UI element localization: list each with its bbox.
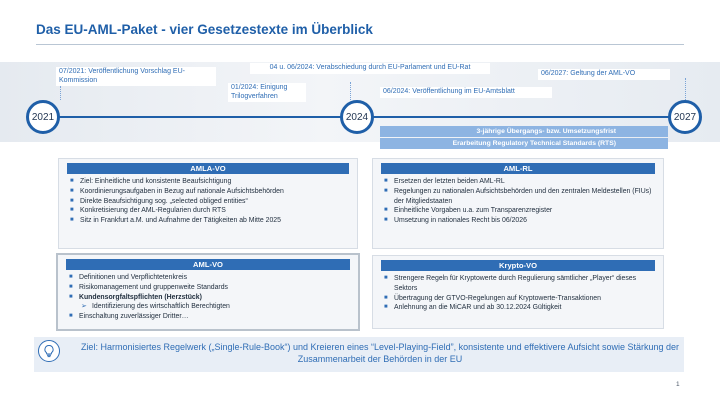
title-divider: [36, 44, 684, 45]
bullet-icon: ■: [69, 283, 73, 290]
page-number: 1: [676, 381, 680, 388]
list-item: ■ Koordinierungsaufgaben in Bezug auf nationale Aufsichtsbehörden: [70, 187, 284, 195]
list-item: ■ Kundensorgfaltspflichten (Herzstück): [69, 293, 202, 301]
bullet-icon: ■: [70, 207, 74, 214]
bullet-icon: ■: [69, 293, 73, 300]
rts-development-bar: Erarbeitung Regulatory Technical Standards (RTS): [380, 138, 668, 149]
box-title: AMLA-VO: [67, 163, 349, 174]
annotation-2027-application: 06/2027: Geltung der AML-VO: [538, 69, 670, 80]
bullet-icon: ■: [70, 187, 74, 194]
bullet-icon: ■: [384, 304, 388, 311]
list-item: ■ Übertragung der GTVO-Regelungen auf Kryptowerte-Transaktionen: [384, 294, 601, 302]
list-item: ■ Einheitliche Vorgaben u.a. zum Transparenzregister: [384, 207, 553, 215]
aml-rl-box: [372, 158, 664, 249]
list-item: ■ Sitz in Frankfurt a.M. und Aufnahme der Tätigkeiten ab Mitte 2025: [70, 217, 281, 225]
goal-text: Ziel: Harmonisiertes Regelwerk („Single-Rule-Book“) und Kreieren eines “Level-Playing-Field”, konsistente und effektivere Aufsicht sowie Stärkung der Zusammenarbeit der Behörden in der EU: [80, 342, 680, 364]
year-marker-2027: 2027: [668, 100, 702, 134]
bullet-icon: ■: [70, 178, 74, 184]
annotation-connector: [60, 86, 61, 100]
list-item: ■ Ziel: Einheitliche und konsistente Beaufsichtigung: [70, 178, 232, 185]
arrow-bullet-icon: ➢: [81, 303, 87, 311]
list-item: ■ Strengere Regeln für Kryptowerte durch Regulierung sämtlicher „Player“ dieses Sektors: [384, 275, 637, 292]
lightbulb-icon: [38, 340, 60, 362]
bullet-icon: ■: [384, 178, 388, 184]
box-title: Krypto-VO: [381, 260, 655, 271]
list-item: ■ Regelungen zu nationalen Aufsichtsbehörden und den zentralen Meldestellen (FIUs) der Mitgliedstaaten: [384, 187, 652, 205]
list-item: ■ Risikomanagement und gruppenweite Standards: [69, 283, 229, 291]
list-item: ■ Ersetzen der letzten beiden AML-RL: [384, 178, 505, 185]
annotation-connector: [685, 78, 686, 100]
box-title: AML-VO: [66, 259, 350, 270]
bullet-icon: ■: [70, 197, 74, 204]
list-item: ■ Umsetzung in nationales Recht bis 06/2026: [384, 217, 527, 225]
list-item: ■ Konkretisierung der AML-Regularien durch RTS: [70, 207, 226, 215]
bullet-icon: ■: [70, 217, 74, 224]
annotation-2024-adoption: 04 u. 06/2024: Verabschiedung durch EU-Parlament und EU-Rat: [250, 63, 490, 74]
annotation-2024-publication: 06/2024: Veröffentlichung im EU-Amtsblatt: [380, 87, 552, 98]
list-item: ■ Definitionen und Verpflichtetenkreis: [69, 274, 188, 281]
bullet-icon: ■: [384, 207, 388, 214]
bullet-icon: ■: [384, 294, 388, 301]
annotation-2024-trilog: 01/2024: Einigung Trilogverfahren: [228, 83, 306, 102]
sub-list-item: ➢ Identifizierung des wirtschaftlich Berechtigten: [81, 303, 230, 311]
year-marker-2021: 2021: [26, 100, 60, 134]
box-title: AML-RL: [381, 163, 655, 174]
bullet-icon: ■: [384, 187, 388, 194]
aml-vo-box: [56, 253, 360, 331]
bullet-icon: ■: [384, 275, 388, 281]
list-item: ■ Anlehnung an die MiCAR und ab 30.12.2024 Gültigkeit: [384, 304, 562, 312]
year-marker-2024: 2024: [340, 100, 374, 134]
slide-title: Das EU-AML-Paket - vier Gesetzestexte im Überblick: [36, 22, 373, 37]
bullet-icon: ■: [384, 217, 388, 224]
transition-period-bar: 3-jährige Übergangs- bzw. Umsetzungsfrist: [380, 126, 668, 137]
list-item: ■ Einschaltung zuverlässiger Dritter…: [69, 313, 189, 321]
krypto-vo-box: [372, 255, 664, 329]
bullet-icon: ■: [69, 313, 73, 320]
list-item: ■ Direkte Beaufsichtigung sog. „selected obliged entities“: [70, 197, 248, 205]
annotation-2021-proposal: 07/2021: Veröffentlichung Vorschlag EU-Kommission: [56, 67, 216, 86]
amla-vo-box: [58, 158, 358, 249]
bullet-icon: ■: [69, 274, 73, 280]
annotation-connector: [350, 82, 351, 100]
